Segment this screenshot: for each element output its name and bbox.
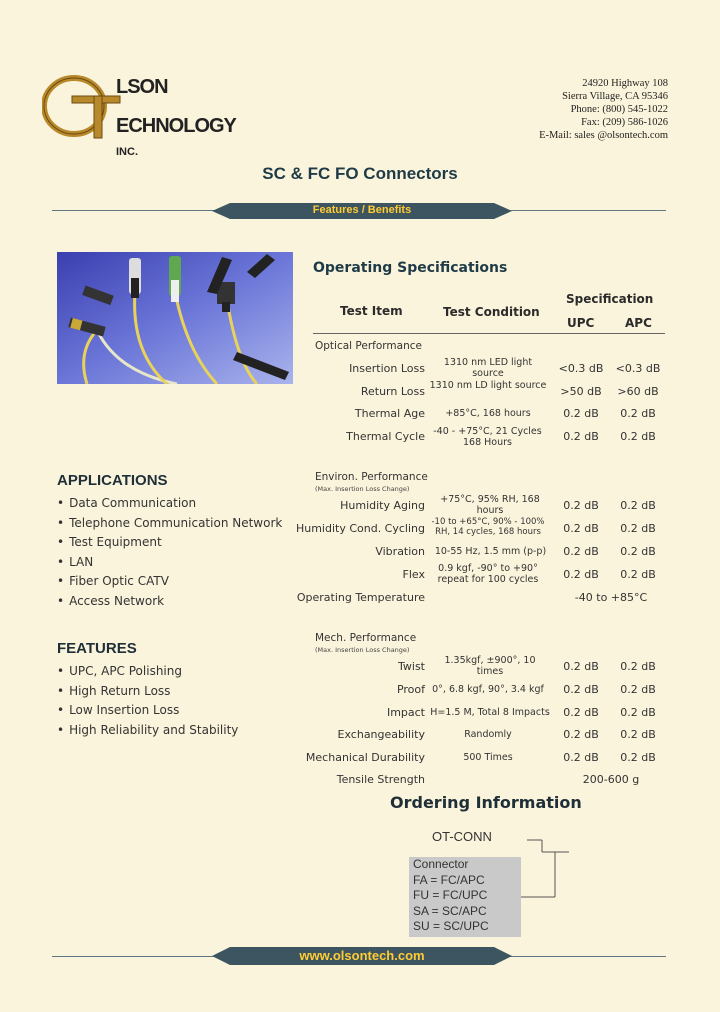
- row-item: Tensile Strength: [336, 773, 425, 786]
- row-item: Insertion Loss: [349, 362, 425, 375]
- group-optical: Optical Performance: [315, 340, 422, 352]
- ordering-title: Ordering Information: [390, 793, 582, 812]
- row-value: 200-600 g: [582, 773, 640, 786]
- row-condition: 0.9 kgf, -90° to +90° repeat for 100 cycles: [437, 563, 539, 585]
- ordering-box: [409, 857, 521, 937]
- row-condition: 0°, 6.8 kgf, 90°, 3.4 kgf: [432, 684, 544, 695]
- header-test-item: Test Item: [340, 304, 403, 318]
- row-condition: H=1.5 M, Total 8 Impacts: [430, 707, 550, 718]
- list-item: • Fiber Optic CATV: [57, 572, 282, 592]
- address-line: Sierra Village, CA 95346: [562, 91, 668, 102]
- row-apc: 0.2 dB: [620, 706, 656, 719]
- row-item: Proof: [396, 683, 425, 696]
- row-upc: 0.2 dB: [563, 545, 599, 558]
- header-apc: APC: [625, 316, 652, 330]
- list-item: • Test Equipment: [57, 533, 282, 553]
- row-apc: 0.2 dB: [620, 568, 656, 581]
- list-item: • High Reliability and Stability: [57, 721, 238, 741]
- fax-line: Fax: (209) 586-1026: [581, 117, 668, 128]
- ordering-option: SA = SC/APC: [413, 903, 487, 918]
- row-item: Humidity Cond. Cycling: [295, 522, 425, 535]
- ordering-code: OT-CONN: [432, 829, 492, 844]
- row-apc: 0.2 dB: [620, 728, 656, 741]
- row-upc: 0.2 dB: [563, 683, 599, 696]
- row-apc: 0.2 dB: [620, 751, 656, 764]
- group-environ-note: (Max. Insertion Loss Change): [315, 485, 410, 493]
- list-item: • Telephone Communication Network: [57, 514, 282, 534]
- logo-word: ECHNOLOGY: [116, 115, 236, 137]
- group-environ: Environ. Performance: [315, 471, 428, 483]
- company-address: [539, 77, 668, 142]
- applications-list: [57, 494, 282, 611]
- row-condition: 1310 nm LD light source: [429, 380, 547, 391]
- website-link[interactable]: www.olsontech.com: [299, 948, 425, 963]
- specs-title: Operating Specifications: [313, 260, 508, 276]
- banner-label: Features / Benefits: [312, 204, 412, 216]
- row-item: Thermal Cycle: [346, 430, 425, 443]
- list-item: • UPC, APC Polishing: [57, 662, 238, 682]
- row-condition: 1310 nm LED light source: [443, 357, 533, 379]
- row-condition: 10-55 Hz, 1.5 mm (p-p): [434, 546, 547, 557]
- row-item: Operating Temperature: [296, 591, 425, 604]
- page-title: SC & FC FO Connectors: [262, 164, 458, 183]
- row-apc: 0.2 dB: [620, 660, 656, 673]
- ordering-option: FU = FC/UPC: [413, 888, 488, 902]
- row-item: Thermal Age: [354, 407, 425, 420]
- ordering-box-title: Connector: [413, 857, 469, 871]
- logo-text-bottom: [116, 115, 242, 161]
- ordering-option: SU = SC/UPC: [413, 919, 489, 933]
- logo-text-top: LSON: [116, 76, 168, 98]
- row-condition: 500 Times: [463, 752, 513, 763]
- row-upc: >50 dB: [560, 385, 602, 398]
- row-upc: 0.2 dB: [563, 499, 599, 512]
- row-upc: 0.2 dB: [563, 751, 599, 764]
- row-condition: -10 to +65°C, 90% - 100% RH, 14 cycles, 168 hours: [431, 517, 545, 537]
- features-list: [57, 662, 238, 740]
- applications-heading: APPLICATIONS: [57, 472, 168, 489]
- header-specification: Specification: [566, 292, 654, 306]
- row-apc: 0.2 dB: [620, 430, 656, 443]
- ordering-option: FA = FC/APC: [413, 872, 485, 887]
- table-rule: [313, 333, 665, 334]
- row-apc: 0.2 dB: [620, 545, 656, 558]
- row-upc: 0.2 dB: [563, 660, 599, 673]
- row-upc: 0.2 dB: [563, 430, 599, 443]
- row-item: Vibration: [375, 545, 425, 558]
- row-item: Mechanical Durability: [305, 751, 425, 764]
- row-upc: 0.2 dB: [563, 522, 599, 535]
- list-item: • Low Insertion Loss: [57, 701, 238, 721]
- phone-line: Phone: (800) 545-1022: [570, 104, 668, 115]
- row-upc: 0.2 dB: [563, 706, 599, 719]
- row-item: Twist: [398, 660, 425, 673]
- row-item: Flex: [402, 568, 425, 581]
- address-line: 24920 Highway 108: [582, 78, 668, 89]
- list-item: • Access Network: [57, 592, 282, 612]
- row-apc: >60 dB: [617, 385, 659, 398]
- list-item: • LAN: [57, 553, 282, 573]
- row-upc: 0.2 dB: [563, 568, 599, 581]
- row-item: Impact: [386, 706, 425, 719]
- row-condition: +75°C, 95% RH, 168 hours: [440, 494, 540, 516]
- logo-suffix: INC.: [116, 146, 138, 158]
- row-upc: <0.3 dB: [558, 362, 604, 375]
- row-upc: 0.2 dB: [563, 407, 599, 420]
- row-condition: Randomly: [464, 729, 512, 740]
- header-upc: UPC: [567, 316, 595, 330]
- row-apc: <0.3 dB: [615, 362, 661, 375]
- row-apc: 0.2 dB: [620, 683, 656, 696]
- company-logo: [42, 72, 242, 158]
- group-mech: Mech. Performance: [315, 632, 417, 644]
- row-apc: 0.2 dB: [620, 407, 656, 420]
- list-item: • Data Communication: [57, 494, 282, 514]
- group-mech-note: (Max. Insertion Loss Change): [315, 646, 410, 654]
- row-apc: 0.2 dB: [620, 522, 656, 535]
- row-item: Humidity Aging: [340, 499, 425, 512]
- features-heading: FEATURES: [57, 640, 137, 657]
- email-line[interactable]: E-Mail: sales @olsontech.com: [539, 130, 668, 141]
- header-test-condition: Test Condition: [443, 305, 540, 319]
- row-condition: 1.35kgf, ±900°, 10 times: [444, 655, 536, 677]
- row-upc: 0.2 dB: [563, 728, 599, 741]
- row-condition: +85°C, 168 hours: [445, 408, 531, 419]
- connector-photo: [57, 252, 293, 384]
- row-apc: 0.2 dB: [620, 499, 656, 512]
- row-item: Exchangeability: [337, 728, 425, 741]
- row-value: -40 to +85°C: [574, 591, 648, 604]
- row-item: Return Loss: [360, 385, 425, 398]
- row-condition: -40 - +75°C, 21 Cycles 168 Hours: [433, 426, 542, 448]
- list-item: • High Return Loss: [57, 682, 238, 702]
